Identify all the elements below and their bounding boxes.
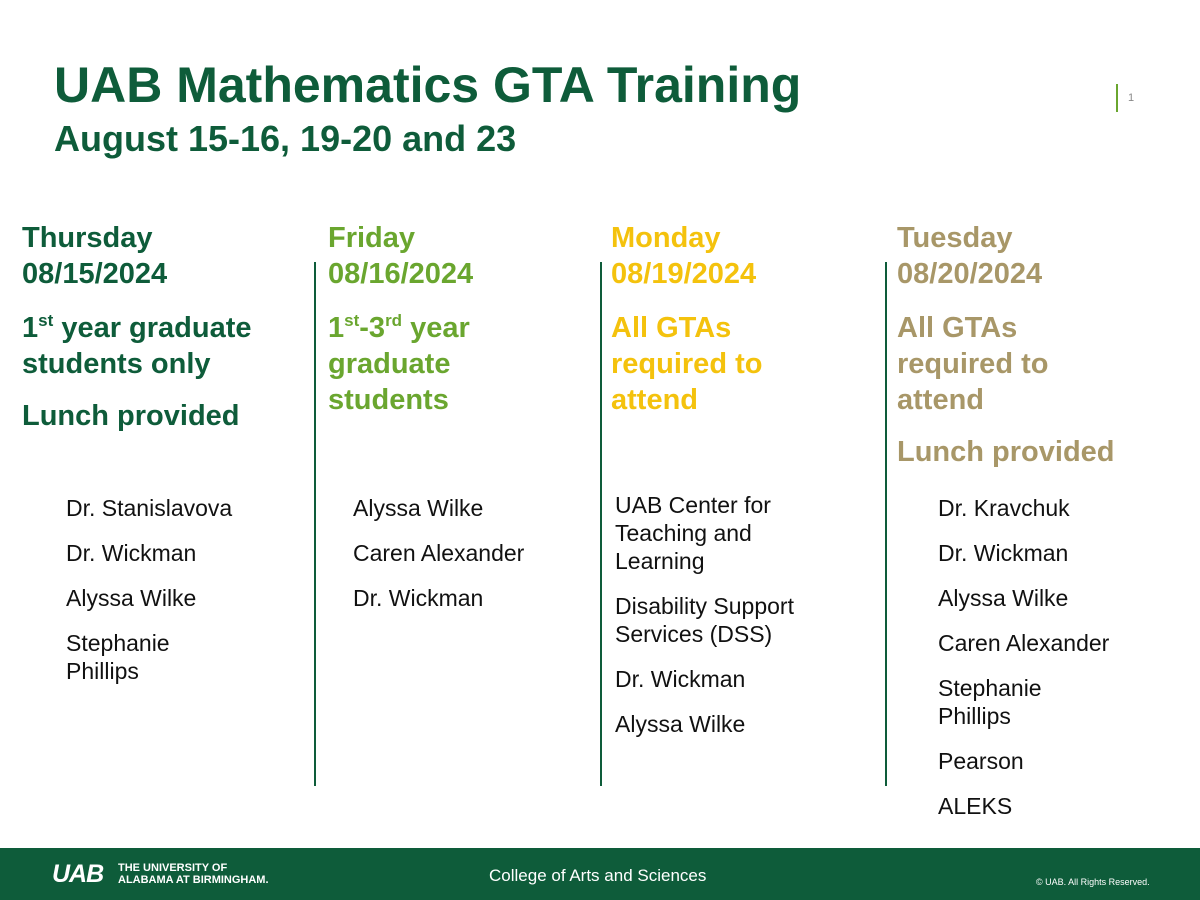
day-column-thursday (22, 220, 307, 434)
footer-bar (0, 848, 1200, 900)
audience-description: 1st year graduate students only (22, 311, 252, 380)
day-name: Friday (328, 222, 416, 254)
presenter-name: Pearson (938, 748, 1024, 774)
presenter-name: ALEKS (938, 793, 1013, 819)
university-name: THE UNIVERSITY OF ALABAMA AT BIRMINGHAM. (118, 862, 269, 886)
presenter-name: Alyssa Wilke (938, 585, 1069, 611)
day-heading (22, 220, 307, 292)
college-name: College of Arts and Sciences (489, 866, 707, 885)
slide-subtitle: August 15-16, 19-20 and 23 (54, 118, 517, 159)
slide-number-divider (1116, 84, 1118, 112)
presenter-name: Dr. Wickman (615, 666, 746, 692)
presenter-name: Disability Support Services (DSS) (615, 593, 794, 647)
uab-logo: UAB (52, 860, 104, 888)
column-divider (600, 262, 602, 786)
day-column-monday (611, 220, 881, 418)
presenter-name: Dr. Wickman (66, 540, 197, 566)
presenter-name: Caren Alexander (353, 540, 525, 566)
presenter-name: Alyssa Wilke (353, 495, 484, 521)
slide-number: 1 (1128, 92, 1135, 104)
presenter-name: Dr. Wickman (353, 585, 484, 611)
presenter-name: Dr. Stanislavova (66, 495, 233, 521)
day-name: Thursday (22, 222, 153, 254)
presenter-list-monday (615, 491, 830, 755)
audience-description: 1st-3rd year graduate students (328, 311, 470, 416)
presenter-name: Alyssa Wilke (66, 585, 197, 611)
day-date: 08/19/2024 (611, 258, 757, 290)
day-date: 08/15/2024 (22, 258, 168, 290)
day-date: 08/20/2024 (897, 258, 1043, 290)
audience-description: All GTAs required to attend (897, 312, 1049, 416)
presenter-name: UAB Center for Teaching and Learning (615, 492, 771, 574)
presenter-name: Stephanie Phillips (66, 630, 170, 684)
slide-title: UAB Mathematics GTA Training (54, 57, 802, 113)
presenter-list-friday (353, 494, 593, 629)
column-divider (885, 262, 887, 786)
presenter-name: Caren Alexander (938, 630, 1110, 656)
presenter-name: Alyssa Wilke (615, 711, 746, 737)
column-divider (314, 262, 316, 786)
audience-description: All GTAs required to attend (611, 312, 763, 416)
day-heading (897, 220, 1187, 292)
day-name: Tuesday (897, 222, 1013, 254)
day-name: Monday (611, 222, 721, 254)
day-heading (328, 220, 593, 292)
day-heading (611, 220, 881, 292)
presenter-list-tuesday (938, 494, 1178, 837)
lunch-note: Lunch provided (897, 436, 1115, 468)
day-column-friday (328, 220, 593, 418)
presenter-name: Dr. Wickman (938, 540, 1069, 566)
copyright-notice: © UAB. All Rights Reserved. (1036, 877, 1150, 887)
presenter-name: Dr. Kravchuk (938, 495, 1070, 521)
day-column-tuesday (897, 220, 1187, 470)
presenter-name: Stephanie Phillips (938, 675, 1042, 729)
day-date: 08/16/2024 (328, 258, 474, 290)
presenter-list-thursday (66, 494, 306, 702)
lunch-note: Lunch provided (22, 400, 240, 432)
